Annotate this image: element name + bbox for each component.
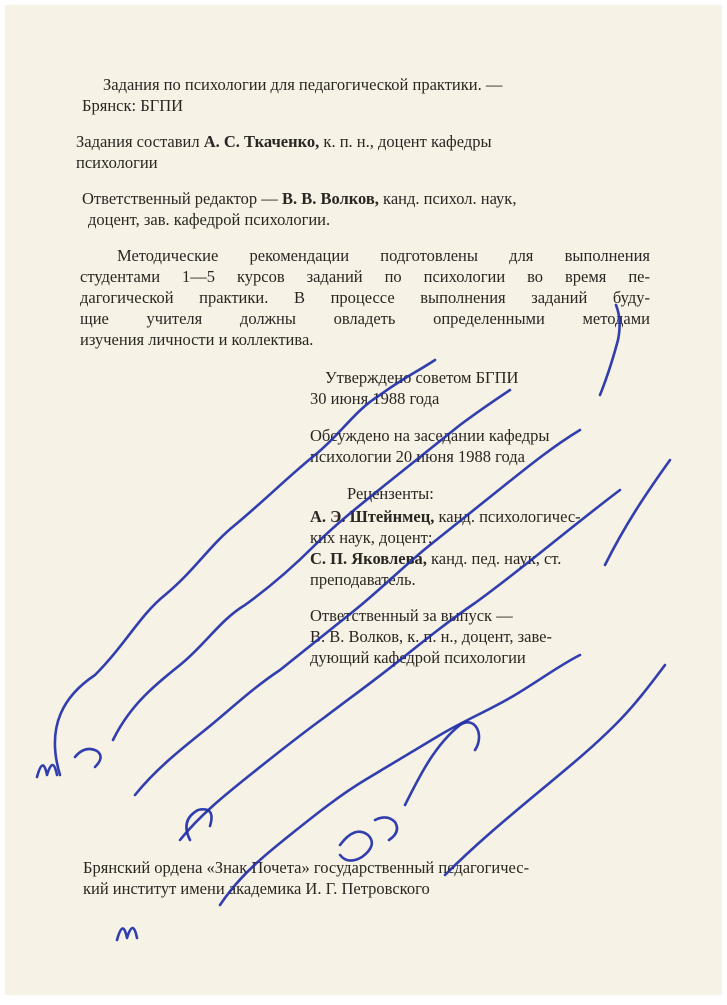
reviewer-2-rest: канд. пед. наук, ст. bbox=[426, 549, 562, 568]
abstract-line-1: Методические рекомендации подготовлены для выполнения bbox=[117, 246, 650, 265]
release-line-3: дующий кафедрой психологии bbox=[310, 648, 526, 667]
document-page bbox=[5, 5, 722, 995]
inscription-city bbox=[445, 665, 665, 875]
inscription-margin-marks bbox=[37, 765, 137, 940]
author-prefix: Задания составил bbox=[76, 132, 204, 151]
reviewer-1-rest: канд. психологичес- bbox=[434, 507, 581, 526]
editor-line-2: доцент, зав. кафедрой психологии. bbox=[88, 210, 331, 229]
abstract-line-5: изучения личности и коллектива. bbox=[80, 330, 314, 349]
footer-line-2: кий институт имени академика И. Г. Петровского bbox=[83, 879, 430, 898]
approval-line-4: психологии 20 июня 1988 года bbox=[310, 447, 525, 466]
editor-line bbox=[82, 189, 516, 209]
abstract-line-4: щие учителя должны овладеть определенными методами bbox=[80, 309, 650, 328]
reviewer-2-line bbox=[310, 549, 561, 569]
inscription-signature bbox=[340, 722, 479, 860]
approval-line-3: Обсуждено на заседании кафедры bbox=[310, 426, 550, 445]
reviewer-2-name: С. П. Яковлева, bbox=[310, 549, 427, 568]
reviewers-heading: Рецензенты: bbox=[347, 484, 434, 503]
release-line-2: В. В. Волков, к. п. н., доцент, заве- bbox=[310, 627, 553, 646]
header-line-2: Брянск: БГПИ bbox=[82, 96, 184, 115]
reviewer-1-name: А. Э. Штейнмец, bbox=[310, 507, 435, 526]
author-name: А. С. Ткаченко, bbox=[203, 132, 320, 151]
editor-prefix: Ответственный редактор — bbox=[82, 189, 282, 208]
footer-line-1: Брянский ордена «Знак Почета» государственный педагогичес- bbox=[83, 858, 530, 877]
reviewer-1-line bbox=[310, 507, 581, 527]
approval-line-1: Утверждено советом БГПИ bbox=[325, 368, 519, 387]
editor-name: В. В. Волков, bbox=[281, 189, 379, 208]
reviewer-2-line-2: преподаватель. bbox=[310, 570, 416, 589]
abstract-line-3: дагогической практики. В процессе выполнения заданий буду- bbox=[80, 288, 650, 307]
author-line-2: психологии bbox=[76, 153, 158, 172]
approval-line-2: 30 июня 1988 года bbox=[310, 389, 440, 408]
reviewer-1-line-2: ких наук, доцент; bbox=[310, 528, 433, 547]
release-line-1: Ответственный за выпуск — bbox=[310, 606, 513, 625]
header-line-1: Задания по психологии для педагогической практики. — bbox=[103, 75, 503, 94]
author-rest: к. п. н., доцент кафедры bbox=[319, 132, 492, 151]
editor-rest: канд. психол. наук, bbox=[378, 189, 517, 208]
author-line bbox=[76, 132, 492, 152]
abstract-line-2: студентами 1—5 курсов заданий по психологии во время пе- bbox=[80, 267, 650, 286]
